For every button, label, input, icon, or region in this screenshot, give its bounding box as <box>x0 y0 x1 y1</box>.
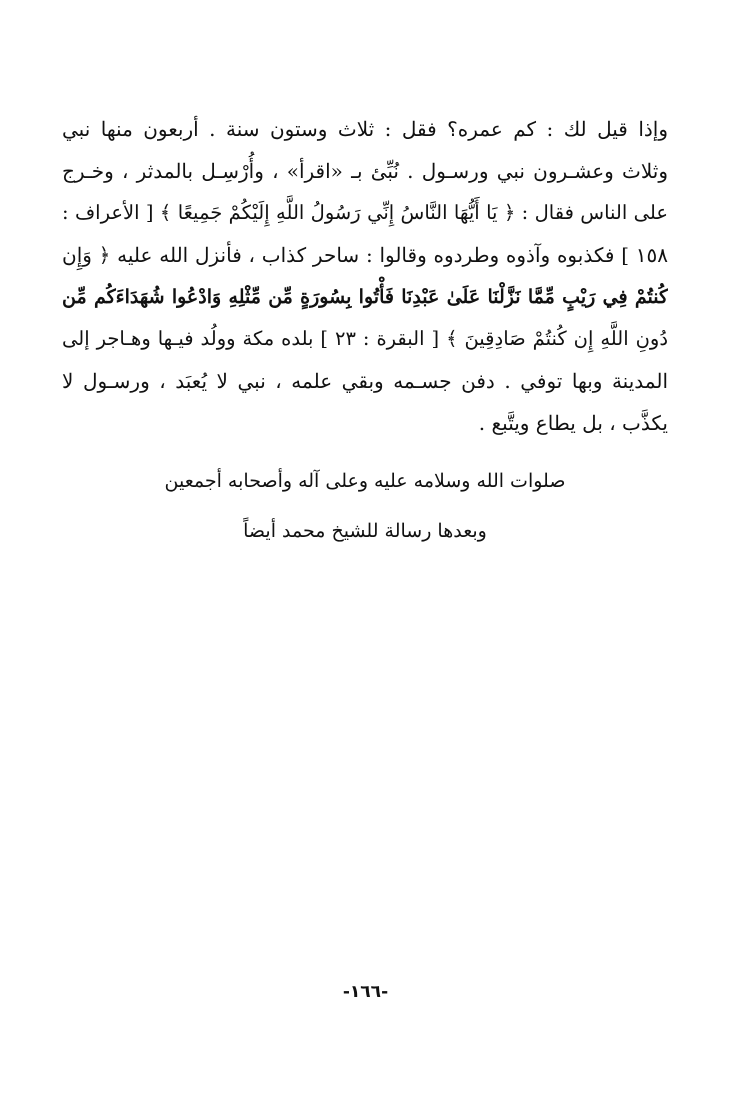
paragraph-line: وثلاث وعشـرون نبي ورسـول . نُبِّئ بـ «اقرأ» ، وأُرْسِـل بالمدثر ، وخـرج <box>62 159 668 183</box>
paragraph-line: على الناس فقال : ﴿ يَا أَيُّهَا النَّاسُ إِنِّي رَسُولُ اللَّهِ إِلَيْكُمْ جَمِيعًا ﴾ [ الأعراف : <box>62 201 668 224</box>
paragraph-line-last: يكذَّب ، بل يطاع ويتَّبع . <box>478 411 668 435</box>
paragraph-line: ١٥٨ ] فكذبوه وآذوه وطردوه وقالوا : ساحر كذاب ، فأنزل الله عليه ﴿ وَإِن <box>62 243 668 267</box>
paragraph-line: المدينة وبها توفي . دفن جسـمه وبقي علمه ، نبي لا يُعبَد ، ورسـول لا <box>62 369 668 393</box>
closing-salutation: صلوات الله وسلامه عليه وعلى آله وأصحابه أجمعين <box>164 470 566 492</box>
next-section-note: وبعدها رسالة للشيخ محمد أيضاً <box>243 520 487 542</box>
main-paragraph <box>62 108 668 444</box>
page-number: -١٦٦- <box>342 982 389 1002</box>
paragraph-line: دُونِ اللَّهِ إِن كُنتُمْ صَادِقِينَ ﴾ [ البقرة : ٢٣ ] بلده مكة وولُد فيـها وهـاجر إلى <box>62 327 668 350</box>
paragraph-line: وإذا قيل لك : كم عمره؟ فقل : ثلاث وستون سنة . أربعون منها نبي <box>62 117 668 141</box>
paragraph-line-quran-verse: كُنتُمْ فِي رَيْبٍ مِّمَّا نَزَّلْنَا عَلَىٰ عَبْدِنَا فَأْتُوا بِسُورَةٍ مِّن مِّثْلِهِ وَادْعُوا شُهَدَاءَكُم مِّن <box>62 286 668 308</box>
